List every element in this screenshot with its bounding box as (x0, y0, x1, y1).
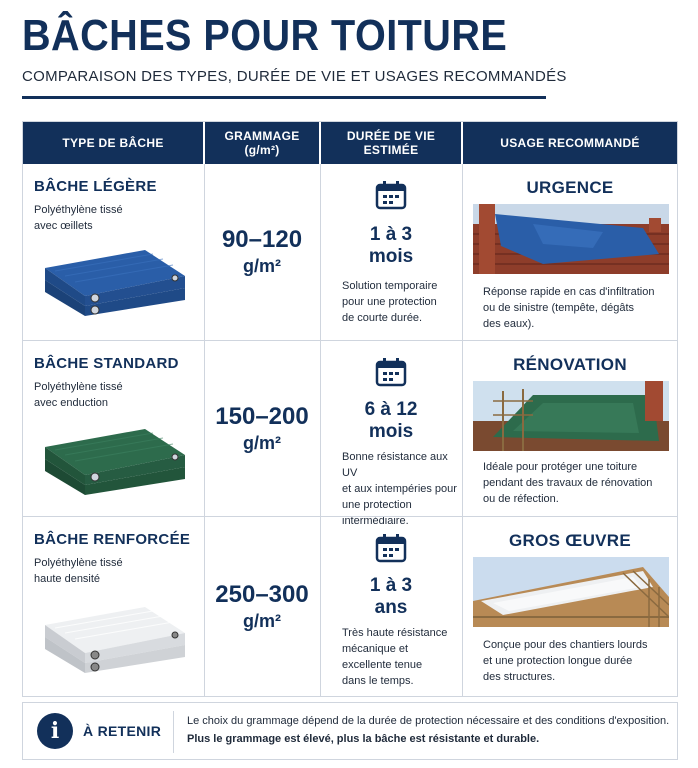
tarp-green-image (35, 417, 195, 507)
type-description (34, 555, 194, 587)
table-row (23, 516, 677, 696)
col-header-usage (463, 122, 677, 164)
grammage-number: 90–120 (221, 226, 303, 253)
type-desc-line: haute densité (34, 573, 101, 585)
col-header-type (23, 122, 203, 164)
duree-description (342, 278, 462, 326)
type-description (34, 202, 194, 234)
table-row (23, 164, 677, 340)
note-emphasis: Plus le grammage est élevé, plus la bâche est résistante et durable. (187, 733, 540, 745)
usage-desc-line: et une protection longue durée (483, 655, 633, 667)
usage-description (483, 637, 669, 685)
duree-desc-line: pour une protection (342, 296, 437, 308)
type-desc-line: Polyéthylène tissé (34, 204, 123, 216)
table-row (23, 340, 677, 527)
usage-title: URGENCE (526, 178, 614, 197)
page-subtitle: COMPARAISON DES TYPES, DURÉE DE VIE ET USAGES RECOMMANDÉS (22, 68, 567, 85)
type-desc-line: Polyéthylène tissé (34, 381, 123, 393)
usage-title: GROS ŒUVRE (508, 531, 632, 550)
col-header-duree-line1: DURÉE DE VIE (346, 129, 436, 143)
col-header-duree (321, 122, 461, 164)
duree-description (342, 625, 462, 689)
grammage-unit: g/m² (243, 611, 281, 631)
grammage-value (205, 581, 319, 633)
duree-value-line1: 6 à 12 (364, 399, 418, 420)
duree-desc-line: une protection (342, 499, 412, 511)
note-divider (173, 711, 174, 753)
col-header-duree-line2: ESTIMÉE (363, 143, 419, 157)
table-header (23, 122, 677, 164)
roof-emergency-image (473, 204, 669, 274)
col-header-type-label: TYPE DE BÂCHE (62, 136, 164, 150)
duree-desc-line: Solution temporaire (342, 280, 438, 292)
usage-desc-line: des eaux). (483, 318, 535, 330)
usage-desc-line: Idéale pour protéger une toiture (483, 461, 638, 473)
note-box (22, 702, 678, 760)
grammage-value (205, 226, 319, 278)
page-title: BÂCHES POUR TOITURE (22, 11, 508, 60)
duree-cell (320, 341, 462, 527)
type-desc-line: Polyéthylène tissé (34, 557, 123, 569)
title-rule (22, 96, 546, 99)
col-header-usage-label: USAGE RECOMMANDÉ (500, 136, 640, 150)
duree-cell (320, 517, 462, 697)
usage-description (483, 459, 669, 507)
duree-cell (320, 164, 462, 340)
usage-desc-line: Réponse rapide en cas d'infiltration (483, 286, 655, 298)
tarp-blue-image (35, 238, 195, 328)
usage-desc-line: ou de sinistre (tempête, dégâts (483, 302, 635, 314)
type-name: BÂCHE LÉGÈRE (34, 178, 157, 195)
col-header-grammage-line2: (g/m²) (244, 143, 280, 157)
duree-value-line2: ans (374, 597, 408, 618)
type-name: BÂCHE RENFORCÉE (34, 531, 191, 548)
grammage-unit: g/m² (243, 433, 281, 453)
duree-desc-line: mécanique et (342, 643, 409, 655)
grammage-unit: g/m² (243, 256, 281, 276)
usage-desc-line: pendant des travaux de rénovation (483, 477, 653, 489)
comparison-table (22, 121, 678, 697)
tarp-white-image (35, 595, 195, 685)
usage-description (483, 284, 669, 332)
grammage-number: 150–200 (215, 403, 309, 430)
usage-desc-line: ou de réfection. (483, 493, 559, 505)
col-header-grammage-line1: GRAMMAGE (224, 129, 300, 143)
type-description (34, 379, 194, 411)
grammage-number: 250–300 (215, 581, 309, 608)
duree-value-line2: mois (368, 246, 414, 267)
duree-desc-line: dans le temps. (342, 675, 414, 687)
info-icon: i (37, 713, 73, 749)
duree-desc-line: Très haute résistance (342, 627, 448, 639)
note-label: À RETENIR (83, 723, 162, 739)
col-header-grammage (205, 122, 319, 164)
usage-desc-line: Conçue pour des chantiers lourds (483, 639, 648, 651)
calendar-icon (375, 533, 407, 563)
duree-desc-line: Bonne résistance aux UV (342, 451, 448, 479)
type-desc-line: avec enduction (34, 397, 108, 409)
type-desc-line: avec œillets (34, 220, 93, 232)
type-name: BÂCHE STANDARD (34, 355, 179, 372)
usage-title: RÉNOVATION (513, 355, 627, 374)
roof-renovation-image (473, 381, 669, 451)
note-text: Le choix du grammage dépend de la durée de protection nécessaire et des conditions d'exposition. (187, 715, 670, 727)
duree-desc-line: excellente tenue (342, 659, 423, 671)
calendar-icon (375, 180, 407, 210)
roof-construction-image (473, 557, 669, 627)
duree-value-line2: mois (368, 421, 414, 442)
usage-desc-line: des structures. (483, 671, 556, 683)
duree-value-line1: 1 à 3 (369, 575, 413, 596)
duree-desc-line: et aux intempéries pour (342, 483, 457, 495)
duree-desc-line: intermédiaire. (342, 515, 409, 527)
duree-desc-line: de courte durée. (342, 312, 423, 324)
grammage-value (205, 403, 319, 455)
duree-value-line1: 1 à 3 (369, 224, 413, 245)
calendar-icon (375, 357, 407, 387)
